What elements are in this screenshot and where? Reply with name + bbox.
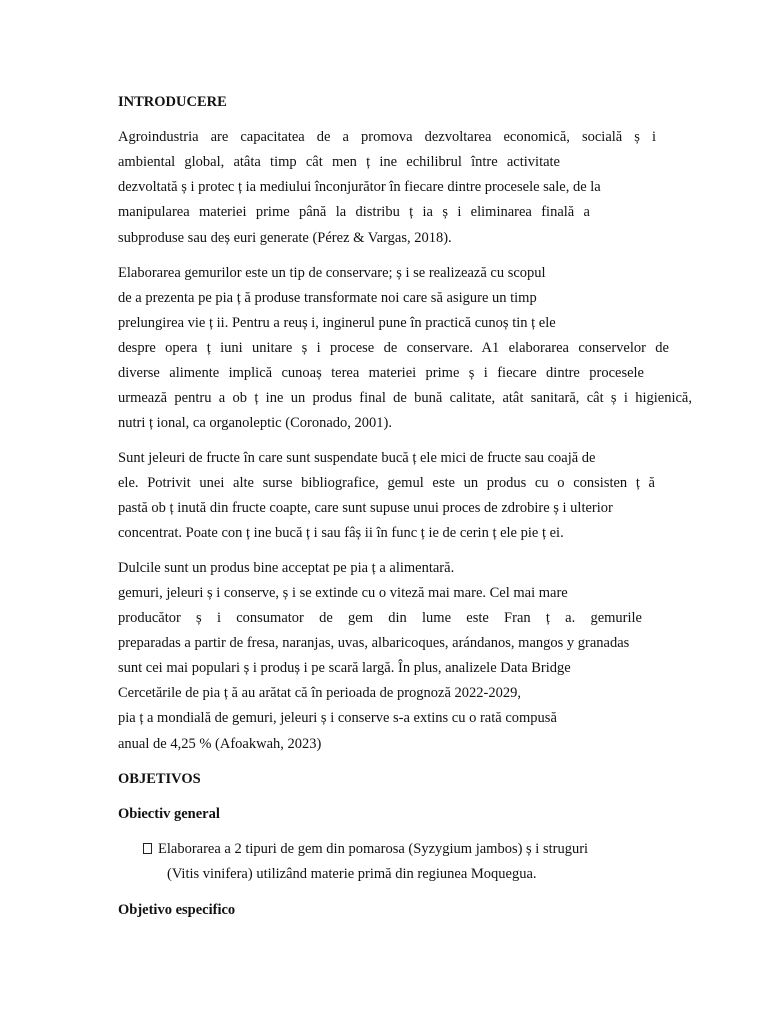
- paragraph-3-line-2: ele. Potrivit unei alte surse bibliografice, gemul este un produs cu o consisten ț ă: [118, 475, 655, 491]
- paragraph-1-line-4: manipularea materiei prime până la distribu ț ia ș i eliminarea finală a: [118, 204, 590, 220]
- paragraph-4-line-6: Cercetările de pia ț ă au arătat că în perioada de prognoză 2022-2029,: [118, 685, 521, 701]
- section-heading-introducere: INTRODUCERE: [118, 94, 227, 110]
- paragraph-3-line-1: Sunt jeleuri de fructe în care sunt suspendate bucă ț ele mici de fructe sau coajă de: [118, 450, 596, 466]
- general-objective-line-2: (Vitis vinifera) utilizând materie primă din regiunea Moquegua.: [167, 866, 537, 882]
- paragraph-4-line-4: preparadas a partir de fresa, naranjas, uvas, albaricoques, arándanos, mangos y granadas: [118, 635, 630, 651]
- paragraph-1-line-5: subproduse sau deș euri generate (Pérez & Vargas, 2018).: [118, 230, 452, 246]
- subheading-objetivo-especifico: Objetivo especifico: [118, 902, 236, 918]
- bullet-box-icon: [143, 843, 152, 854]
- paragraph-2-line-2: de a prezenta pe pia ț ă produse transformate noi care să asigure un timp: [118, 290, 537, 306]
- paragraph-2-line-4: despre opera ț iuni unitare ș i procese de conservare. A1 elaborarea conservelor de: [118, 340, 669, 356]
- general-objective-line-1: Elaborarea a 2 tipuri de gem din pomarosa (Syzygium jambos) ș i struguri: [158, 841, 589, 857]
- paragraph-1-line-1: Agroindustria are capacitatea de a promova dezvoltarea economică, socială ș i: [118, 129, 656, 145]
- paragraph-2-line-3: prelungirea vie ț ii. Pentru a reuș i, inginerul pune în practică cunoș tin ț ele: [118, 315, 556, 331]
- subheading-objectiv-general: Obiectiv general: [118, 806, 220, 822]
- paragraph-4-line-1: Dulcile sunt un produs bine acceptat pe pia ț a alimentară.: [118, 560, 455, 576]
- paragraph-1-line-2: ambiental global, atâta timp cât men ț ine echilibrul între activitate: [118, 154, 560, 170]
- section-heading-objetivos: OBJETIVOS: [118, 771, 201, 787]
- paragraph-2-line-6: urmează pentru a ob ț ine un produs final de bună calitate, atât sanitară, cât ș i higienică,: [118, 390, 692, 406]
- general-objective-item: [143, 840, 588, 858]
- paragraph-3-line-4: concentrat. Poate con ț ine bucă ț i sau fâș ii în func ț ie de cerin ț ele pie ț ei.: [118, 525, 564, 541]
- paragraph-2-line-1: Elaborarea gemurilor este un tip de conservare; ș i se realizează cu scopul: [118, 265, 546, 281]
- paragraph-4-line-7: pia ț a mondială de gemuri, jeleuri ș i conserve s-a extins cu o rată compusă: [118, 710, 557, 726]
- paragraph-2-line-7: nutri ț ional, ca organoleptic (Coronado, 2001).: [118, 415, 392, 431]
- paragraph-3-line-3: pastă ob ț inută din fructe coapte, care sunt supuse unui proces de zdrobire ș i ulterior: [118, 500, 613, 516]
- paragraph-4-line-5: sunt cei mai populari ș i produș i pe scară largă. În plus, analizele Data Bridge: [118, 660, 571, 676]
- paragraph-1-line-3: dezvoltată ș i protec ț ia mediului înconjurător în fiecare dintre procesele sale, de la: [118, 179, 601, 195]
- paragraph-2-line-5: diverse alimente implică cunoaș terea materiei prime ș i fiecare dintre procesele: [118, 365, 644, 381]
- paragraph-4-line-3: producător ș i consumator de gem din lume este Fran ț a. gemurile: [118, 610, 642, 626]
- paragraph-4-line-8: anual de 4,25 % (Afoakwah, 2023): [118, 736, 322, 752]
- paragraph-4-line-2: gemuri, jeleuri ș i conserve, ș i se extinde cu o viteză mai mare. Cel mai mare: [118, 585, 568, 601]
